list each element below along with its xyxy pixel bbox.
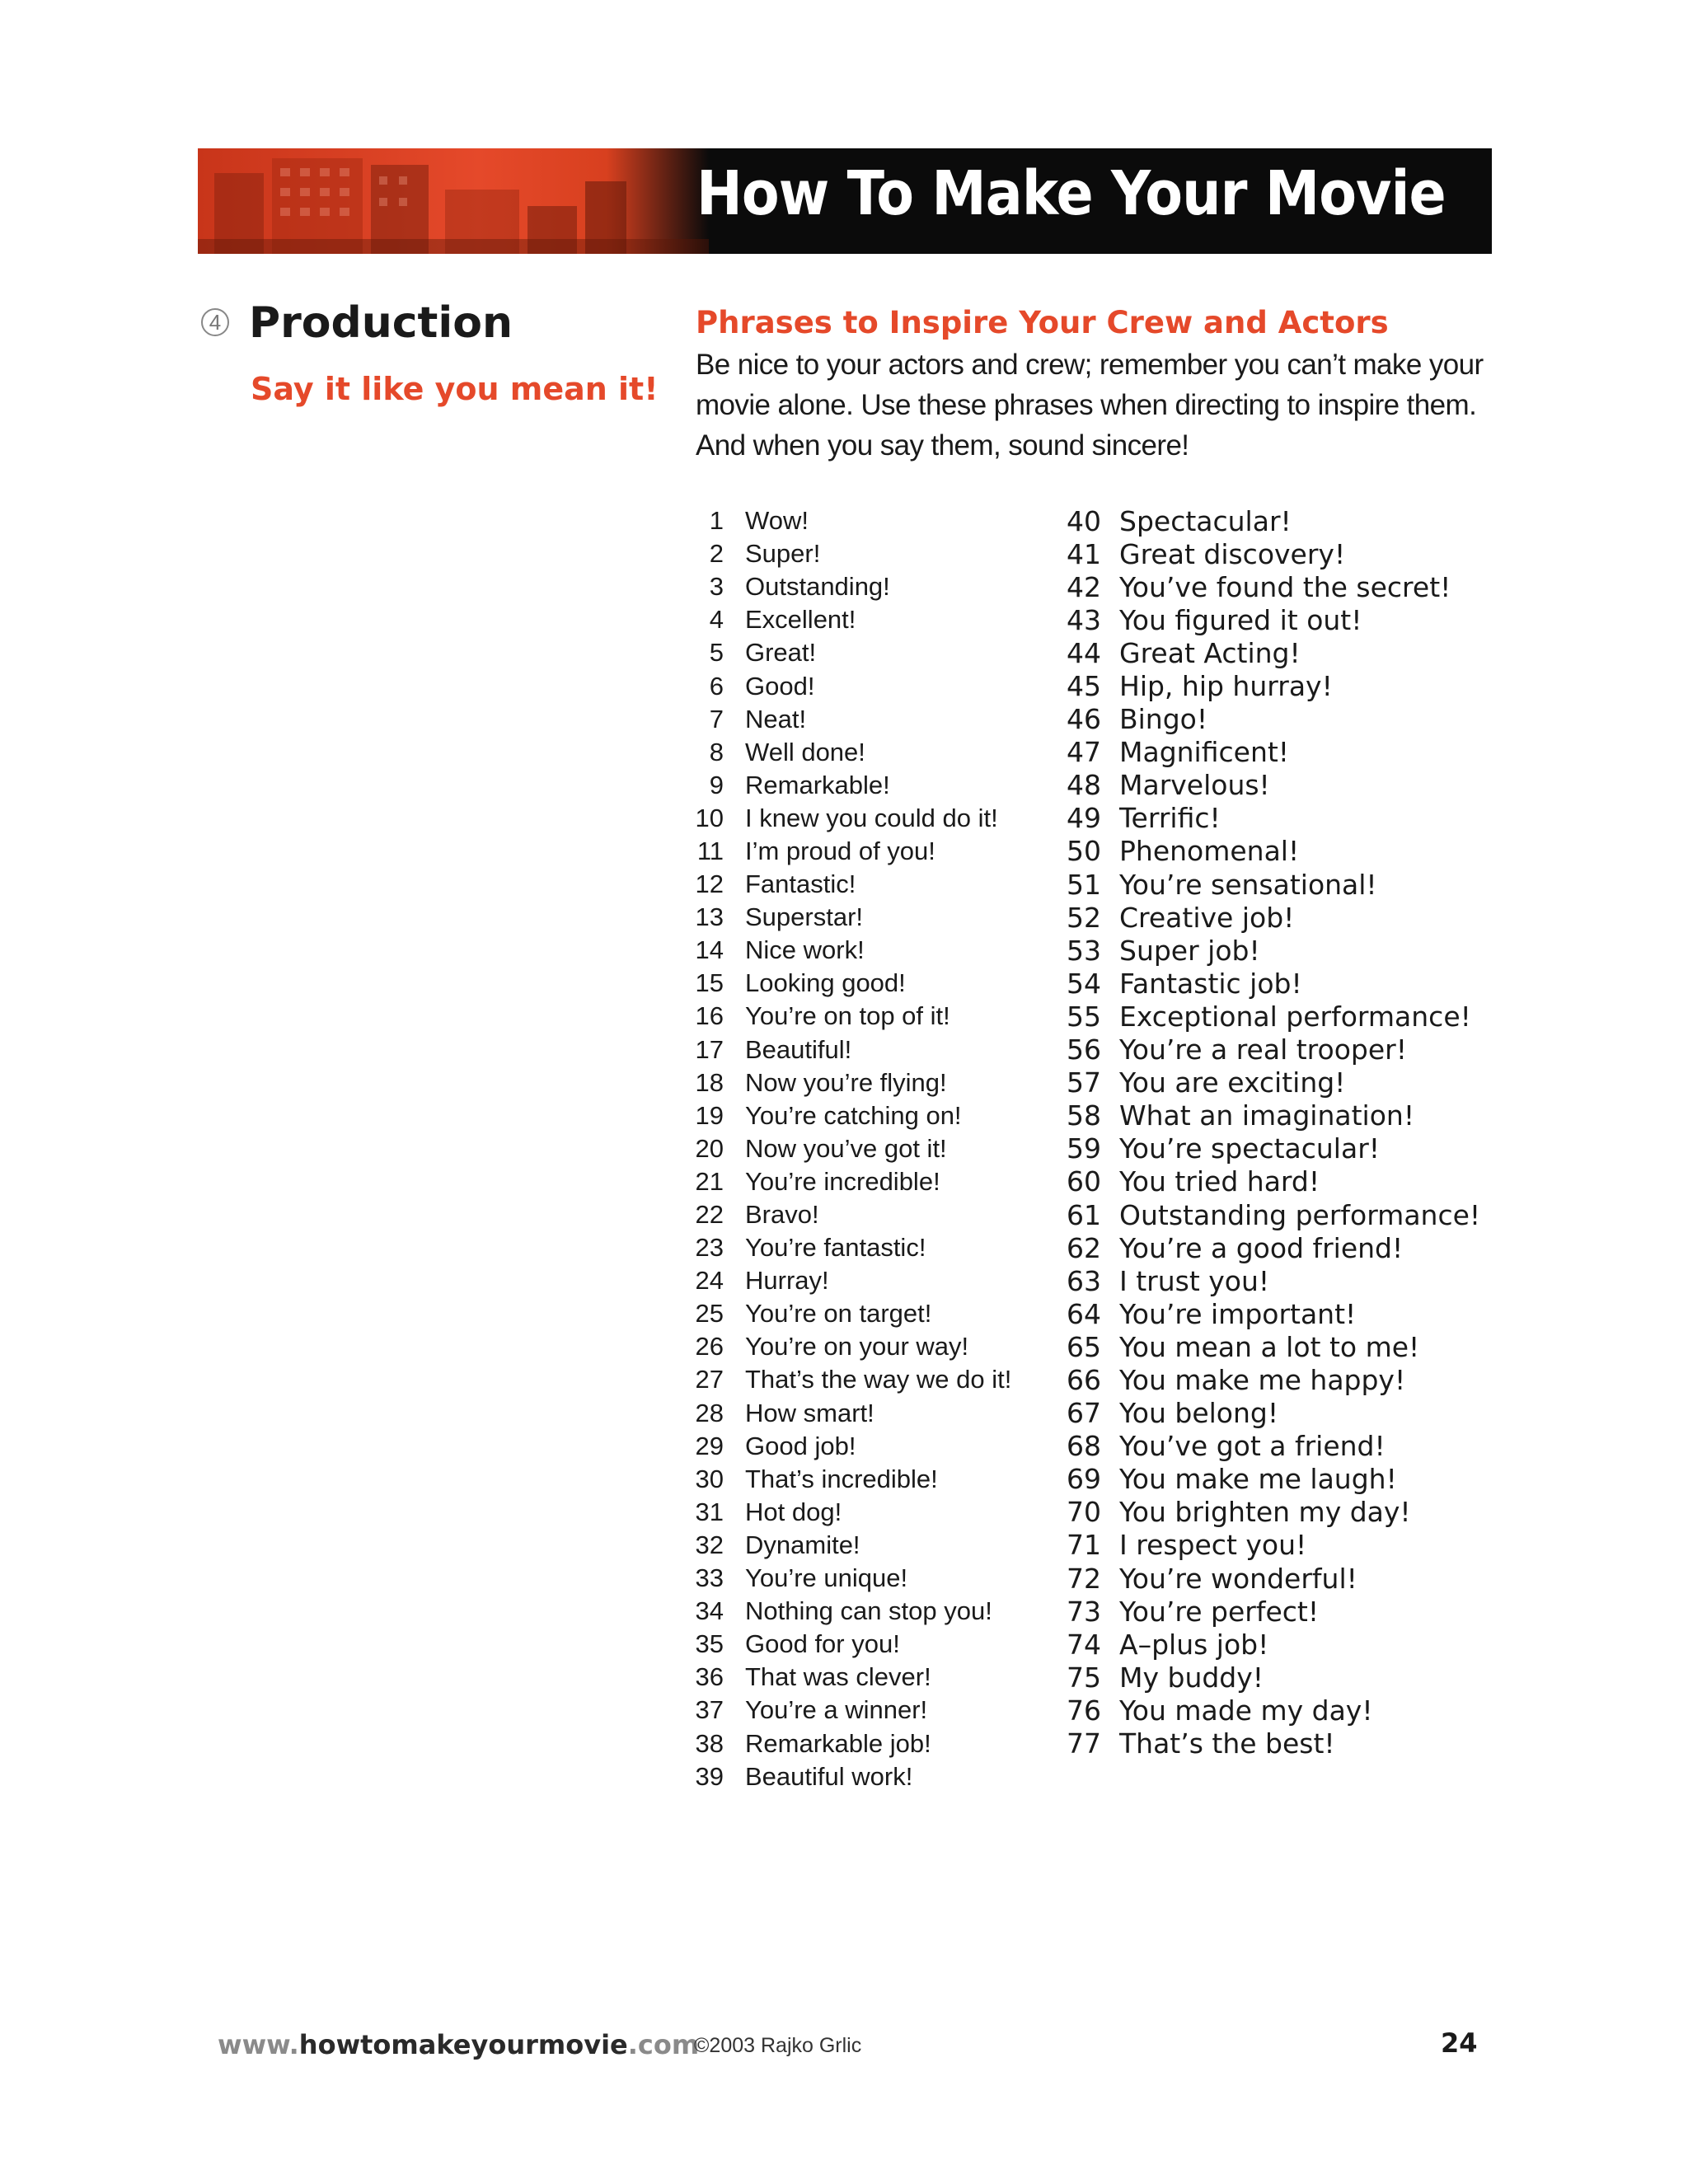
list-item-number: 3 (709, 572, 724, 602)
list-item-phrase: You’re sensational! (1119, 868, 1377, 901)
list-item (694, 1661, 1011, 1694)
list-item-number: 49 (1067, 802, 1101, 835)
list-item (1067, 1231, 1480, 1264)
list-item-phrase: You’re fantastic! (745, 1233, 926, 1263)
list-item-number: 36 (695, 1662, 724, 1692)
list-item (694, 967, 1011, 1000)
list-item (1067, 1330, 1480, 1363)
list-item (694, 1529, 1011, 1562)
phrase-list-column-2 (1067, 504, 1480, 1760)
footer-copyright: ©2003 Rajko Grlic (694, 2034, 862, 2057)
list-item (694, 1198, 1011, 1231)
list-item-phrase: You’re a winner! (745, 1695, 928, 1725)
list-item (1067, 868, 1480, 901)
list-item (694, 1628, 1011, 1661)
list-item-phrase: Remarkable job! (745, 1728, 931, 1758)
list-item-phrase: You’re spectacular! (1119, 1132, 1380, 1165)
list-item-number: 31 (695, 1497, 724, 1526)
list-item-number: 27 (695, 1365, 724, 1394)
list-item-phrase: Good! (745, 671, 815, 701)
list-item-number: 20 (695, 1133, 724, 1163)
list-item-phrase: You’re unique! (745, 1563, 908, 1593)
list-item-phrase: I knew you could do it! (745, 803, 998, 832)
list-item (1067, 1661, 1480, 1694)
list-item-phrase: Super! (745, 539, 821, 569)
list-item-number: 13 (695, 902, 724, 932)
list-item-phrase: That was clever! (745, 1662, 931, 1692)
list-item-phrase: Now you’ve got it! (745, 1133, 947, 1163)
list-item-number: 74 (1067, 1628, 1101, 1661)
list-item-number: 68 (1067, 1430, 1101, 1463)
list-item (694, 1496, 1011, 1529)
list-item-phrase: You’re wonderful! (1119, 1562, 1357, 1595)
section-title: Production (249, 298, 513, 348)
list-item-phrase: Outstanding! (745, 572, 890, 602)
list-item (1067, 1066, 1480, 1099)
banner-city-photo (198, 148, 709, 254)
list-item (694, 769, 1011, 802)
list-item-number: 14 (695, 935, 724, 965)
list-item (694, 1099, 1011, 1132)
list-item-number: 67 (1067, 1397, 1101, 1430)
list-item-number: 54 (1067, 967, 1101, 1000)
list-item-phrase: You figured it out! (1119, 603, 1362, 636)
section-number-badge: 4 (201, 308, 229, 336)
list-item-number: 60 (1067, 1165, 1101, 1198)
list-item (1067, 636, 1480, 669)
list-item-number: 71 (1067, 1529, 1101, 1562)
list-item (1067, 1430, 1480, 1463)
list-item (694, 1397, 1011, 1430)
intro-paragraph: Be nice to your actors and crew; remember you can’t make your movie alone. Use these phrases when directing to inspire them. And when you say them, sound sincere! (696, 349, 1484, 462)
list-item (1067, 1595, 1480, 1628)
list-item-number: 75 (1067, 1661, 1101, 1694)
list-item-number: 69 (1067, 1463, 1101, 1496)
list-item-phrase: Bingo! (1119, 703, 1208, 736)
list-item-phrase: Great Acting! (1119, 636, 1301, 669)
list-item-number: 61 (1067, 1198, 1101, 1231)
list-item (694, 736, 1011, 769)
list-item (1067, 967, 1480, 1000)
list-item (1067, 1297, 1480, 1330)
list-item-phrase: Remarkable! (745, 770, 890, 799)
list-item (1067, 1099, 1480, 1132)
section-subtitle: Say it like you mean it! (251, 371, 659, 407)
list-item-number: 24 (695, 1266, 724, 1296)
list-item-number: 19 (695, 1100, 724, 1130)
footer-website-link[interactable] (218, 2029, 699, 2060)
list-item-phrase: Dynamite! (745, 1530, 860, 1559)
list-item (1067, 1000, 1480, 1033)
list-item-phrase: Magnificent! (1119, 736, 1290, 769)
list-item-number: 44 (1067, 636, 1101, 669)
list-item (694, 1132, 1011, 1165)
list-item-number: 11 (696, 836, 724, 865)
list-item-number: 55 (1067, 1000, 1101, 1033)
list-item-number: 62 (1067, 1231, 1101, 1264)
list-item-number: 12 (695, 869, 724, 899)
list-item-phrase: You’re catching on! (745, 1100, 962, 1130)
list-item-number: 51 (1067, 868, 1101, 901)
list-item (694, 1297, 1011, 1330)
list-item (694, 1066, 1011, 1099)
list-item (1067, 570, 1480, 603)
list-item-number: 38 (695, 1728, 724, 1758)
list-item-number: 46 (1067, 703, 1101, 736)
list-item (1067, 802, 1480, 835)
list-item (694, 802, 1011, 835)
list-item-number: 70 (1067, 1496, 1101, 1529)
list-item (1067, 1264, 1480, 1297)
list-item-number: 9 (709, 770, 724, 799)
list-item-phrase: Excellent! (745, 605, 856, 635)
list-item-number: 64 (1067, 1297, 1101, 1330)
list-item-number: 66 (1067, 1363, 1101, 1396)
list-item-phrase: You mean a lot to me! (1119, 1330, 1420, 1363)
page-number: 24 (1441, 2027, 1478, 2059)
list-item-phrase: You belong! (1119, 1397, 1279, 1430)
list-item-number: 17 (695, 1034, 724, 1064)
list-item-phrase: You make me happy! (1119, 1363, 1406, 1396)
list-item-phrase: Bravo! (745, 1200, 819, 1230)
list-item-number: 77 (1067, 1727, 1101, 1760)
list-item-number: 52 (1067, 901, 1101, 934)
list-item-number: 63 (1067, 1264, 1101, 1297)
list-item (694, 703, 1011, 736)
phrases-heading: Phrases to Inspire Your Crew and Actors (696, 305, 1389, 340)
list-item (1067, 1363, 1480, 1396)
list-item-number: 37 (695, 1695, 724, 1725)
list-item-phrase: Outstanding performance! (1119, 1198, 1481, 1231)
header-banner (198, 148, 1492, 254)
list-item (1067, 736, 1480, 769)
list-item (694, 901, 1011, 934)
list-item-number: 23 (695, 1233, 724, 1263)
list-item (694, 1595, 1011, 1628)
list-item-number: 73 (1067, 1595, 1101, 1628)
list-item-number: 72 (1067, 1562, 1101, 1595)
list-item-phrase: You’re a real trooper! (1119, 1033, 1407, 1066)
list-item (1067, 934, 1480, 967)
list-item (694, 1264, 1011, 1297)
list-item (1067, 1529, 1480, 1562)
list-item-number: 76 (1067, 1694, 1101, 1727)
list-item-number: 41 (1067, 537, 1101, 570)
list-item-number: 18 (695, 1067, 724, 1097)
list-item (1067, 1165, 1480, 1198)
list-item-phrase: You’re important! (1119, 1297, 1357, 1330)
list-item-number: 35 (695, 1629, 724, 1659)
list-item-number: 43 (1067, 603, 1101, 636)
list-item-number: 1 (709, 506, 724, 536)
list-item-phrase: Looking good! (745, 968, 906, 998)
list-item (1067, 1132, 1480, 1165)
list-item (694, 537, 1011, 570)
list-item (694, 934, 1011, 967)
list-item (694, 1760, 1011, 1793)
list-item-number: 5 (709, 638, 724, 668)
list-item-number: 25 (695, 1299, 724, 1329)
list-item-phrase: Well done! (745, 737, 865, 766)
list-item (694, 868, 1011, 901)
list-item (694, 669, 1011, 702)
list-item-phrase: You’re perfect! (1119, 1595, 1320, 1628)
list-item-phrase: What an imagination! (1119, 1099, 1415, 1132)
list-item-phrase: I respect you! (1119, 1529, 1307, 1562)
list-item-phrase: Great! (745, 638, 817, 668)
list-item-number: 22 (695, 1200, 724, 1230)
list-item-phrase: Good job! (745, 1431, 856, 1460)
list-item-number: 16 (695, 1001, 724, 1031)
list-item-number: 2 (709, 539, 724, 569)
list-item (1067, 1198, 1480, 1231)
list-item-phrase: You make me laugh! (1119, 1463, 1397, 1496)
list-item-number: 32 (695, 1530, 724, 1559)
list-item (1067, 504, 1480, 537)
phrase-list-column-1 (694, 504, 1011, 1793)
list-item-phrase: Fantastic! (745, 869, 856, 899)
list-item-number: 58 (1067, 1099, 1101, 1132)
list-item-number: 40 (1067, 504, 1101, 537)
list-item-phrase: That’s incredible! (745, 1464, 938, 1493)
list-item-number: 50 (1067, 835, 1101, 868)
list-item-phrase: Fantastic job! (1119, 967, 1302, 1000)
footer-url-prefix: www. (218, 2029, 299, 2060)
list-item (1067, 537, 1480, 570)
list-item-phrase: You’re a good friend! (1119, 1231, 1404, 1264)
list-item-phrase: You’re on target! (745, 1299, 932, 1329)
list-item-phrase: I’m proud of you! (745, 836, 935, 865)
list-item (694, 1330, 1011, 1363)
list-item-phrase: Great discovery! (1119, 537, 1346, 570)
list-item-number: 53 (1067, 934, 1101, 967)
list-item-phrase: Phenomenal! (1119, 835, 1300, 868)
list-item (1067, 1562, 1480, 1595)
list-item (1067, 835, 1480, 868)
list-item-phrase: You’ve got a friend! (1119, 1430, 1386, 1463)
list-item (694, 835, 1011, 868)
list-item-phrase: Good for you! (745, 1629, 900, 1659)
list-item-phrase: A–plus job! (1119, 1628, 1269, 1661)
list-item-number: 56 (1067, 1033, 1101, 1066)
list-item-number: 65 (1067, 1330, 1101, 1363)
list-item (1067, 603, 1480, 636)
list-item-phrase: Marvelous! (1119, 769, 1270, 802)
list-item (694, 504, 1011, 537)
list-item-phrase: How smart! (745, 1398, 874, 1427)
list-item-number: 7 (709, 704, 724, 733)
list-item (694, 636, 1011, 669)
list-item (694, 603, 1011, 636)
list-item-phrase: Hip, hip hurray! (1119, 670, 1333, 703)
list-item-phrase: Spectacular! (1119, 504, 1292, 537)
list-item-phrase: I trust you! (1119, 1264, 1270, 1297)
list-item (1067, 769, 1480, 802)
list-item (694, 1000, 1011, 1033)
banner-title: How To Make Your Movie (696, 158, 1446, 229)
list-item-number: 48 (1067, 769, 1101, 802)
list-item-number: 10 (695, 803, 724, 832)
list-item-phrase: You tried hard! (1119, 1165, 1320, 1198)
list-item-number: 59 (1067, 1132, 1101, 1165)
list-item-phrase: Exceptional performance! (1119, 1000, 1471, 1033)
list-item-number: 30 (695, 1464, 724, 1493)
list-item-number: 57 (1067, 1066, 1101, 1099)
list-item-number: 8 (709, 737, 724, 766)
list-item-phrase: Now you’re flying! (745, 1067, 947, 1097)
list-item-phrase: That’s the way we do it! (745, 1365, 1012, 1394)
list-item-phrase: You’re on your way! (745, 1332, 969, 1361)
list-item (1067, 669, 1480, 702)
list-item (1067, 1397, 1480, 1430)
list-item (694, 1430, 1011, 1463)
list-item (694, 1363, 1011, 1396)
list-item (1067, 1463, 1480, 1496)
list-item-number: 6 (709, 671, 724, 701)
list-item-number: 21 (695, 1166, 724, 1196)
list-item (1067, 901, 1480, 934)
list-item-number: 34 (695, 1596, 724, 1626)
list-item-phrase: You’re on top of it! (745, 1001, 950, 1031)
list-item-phrase: My buddy! (1119, 1661, 1264, 1694)
list-item-phrase: You’re incredible! (745, 1166, 940, 1196)
list-item (694, 1694, 1011, 1727)
list-item-phrase: Hot dog! (745, 1497, 842, 1526)
list-item-number: 45 (1067, 670, 1101, 703)
list-item-number: 33 (695, 1563, 724, 1593)
city-buildings-image (198, 148, 709, 254)
list-item-number: 4 (709, 605, 724, 635)
list-item-number: 39 (695, 1761, 724, 1791)
footer-url-domain: howtomakeyourmovie (298, 2029, 628, 2060)
list-item-phrase: You made my day! (1119, 1694, 1373, 1727)
list-item (694, 1463, 1011, 1496)
list-item (694, 1727, 1011, 1760)
list-item (1067, 1694, 1480, 1727)
list-item-phrase: Neat! (745, 704, 807, 733)
list-item-number: 47 (1067, 736, 1101, 769)
list-item (1067, 703, 1480, 736)
list-item-phrase: Terrific! (1119, 802, 1221, 835)
list-item-number: 29 (695, 1431, 724, 1460)
list-item-phrase: Beautiful! (745, 1034, 852, 1064)
list-item-phrase: You’ve found the secret! (1119, 570, 1451, 603)
list-item (694, 1165, 1011, 1198)
list-item (1067, 1496, 1480, 1529)
list-item-phrase: Wow! (745, 506, 809, 536)
list-item-number: 28 (695, 1398, 724, 1427)
list-item-phrase: Superstar! (745, 902, 864, 932)
list-item (1067, 1727, 1480, 1760)
list-item-number: 26 (695, 1332, 724, 1361)
list-item-phrase: Nothing can stop you! (745, 1596, 992, 1626)
footer-url-suffix: .com (627, 2029, 700, 2060)
list-item-phrase: You are exciting! (1119, 1066, 1346, 1099)
list-item (694, 1562, 1011, 1595)
list-item-phrase: Beautiful work! (745, 1761, 913, 1791)
list-item-phrase: That’s the best! (1119, 1727, 1335, 1760)
list-item (694, 1231, 1011, 1264)
list-item-phrase: Creative job! (1119, 901, 1295, 934)
list-item-phrase: Super job! (1119, 934, 1260, 967)
list-item-number: 42 (1067, 570, 1101, 603)
list-item (694, 1033, 1011, 1066)
list-item (1067, 1033, 1480, 1066)
list-item (694, 570, 1011, 603)
list-item (1067, 1628, 1480, 1661)
list-item-phrase: Nice work! (745, 935, 865, 965)
list-item-phrase: Hurray! (745, 1266, 829, 1296)
list-item-phrase: You brighten my day! (1119, 1496, 1411, 1529)
list-item-number: 15 (695, 968, 724, 998)
